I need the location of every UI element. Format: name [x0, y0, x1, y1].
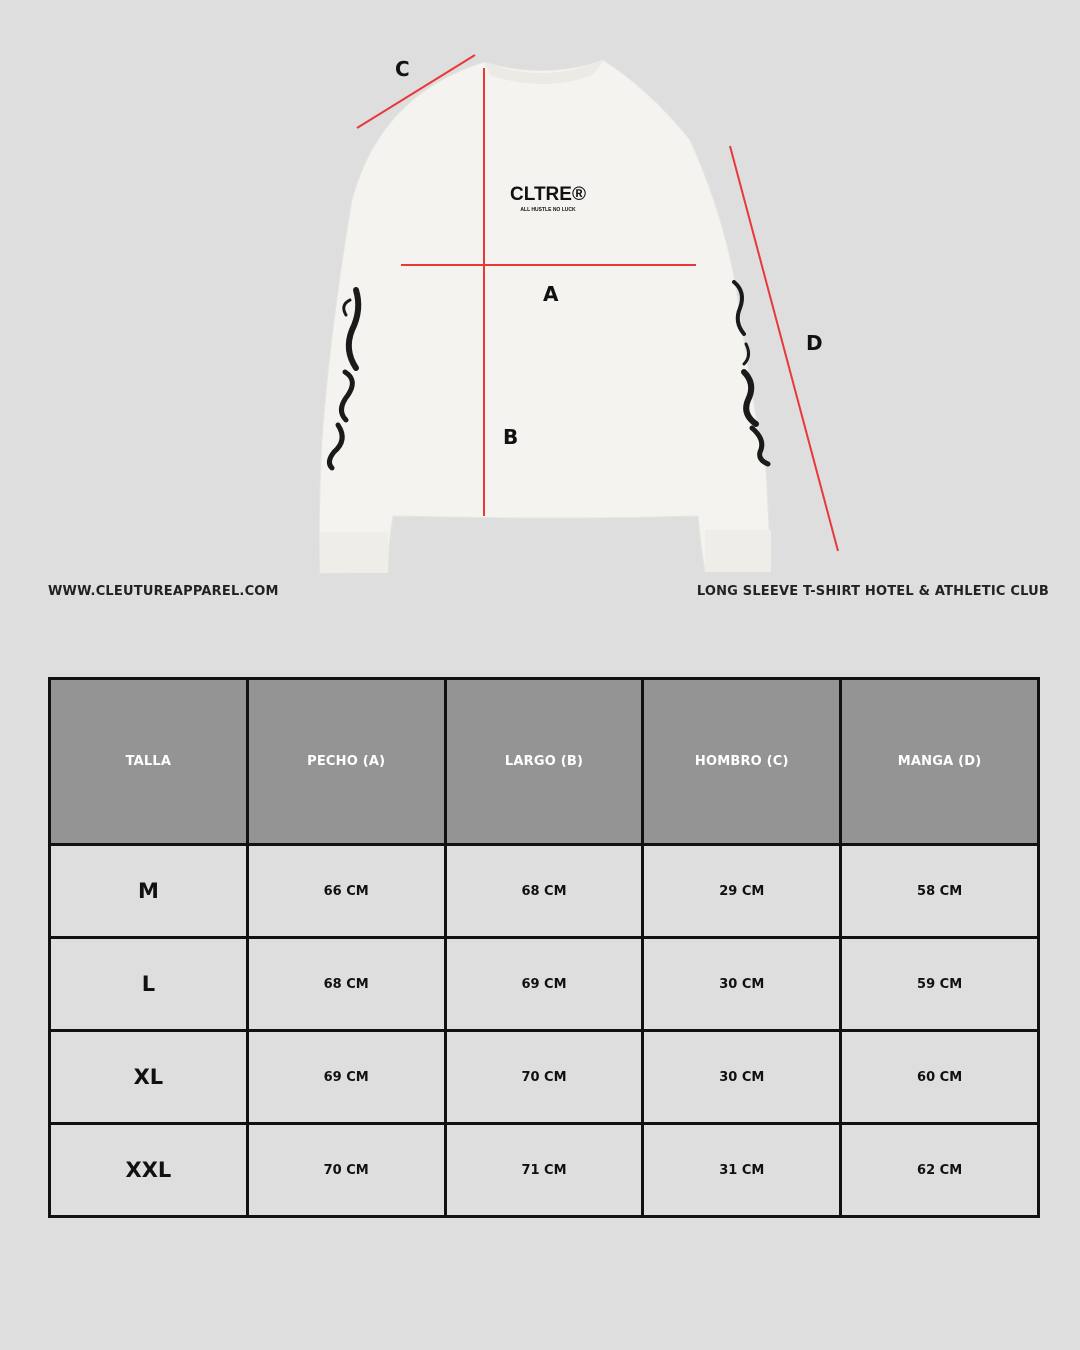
pecho-cell: 66 CM: [247, 845, 445, 938]
manga-cell: 58 CM: [841, 845, 1039, 938]
header-hombro: HOMBRO (C): [643, 679, 841, 845]
hombro-cell: 30 CM: [643, 938, 841, 1031]
largo-cell: 70 CM: [445, 1031, 643, 1124]
table-header-row: [50, 679, 1039, 845]
manga-cell: 59 CM: [841, 938, 1039, 1031]
product-name-caption: LONG SLEEVE T-SHIRT HOTEL & ATHLETIC CLUB: [696, 584, 1049, 599]
header-pecho: PECHO (A): [247, 679, 445, 845]
size-cell: XXL: [50, 1124, 248, 1217]
size-cell: L: [50, 938, 248, 1031]
hombro-cell: 31 CM: [643, 1124, 841, 1217]
size-chart-table: [48, 677, 1040, 1218]
size-cell: XL: [50, 1031, 248, 1124]
hombro-cell: 29 CM: [643, 845, 841, 938]
pecho-cell: 69 CM: [247, 1031, 445, 1124]
size-cell: M: [50, 845, 248, 938]
measure-label-d: D: [806, 331, 823, 355]
manga-cell: 60 CM: [841, 1031, 1039, 1124]
manga-cell: 62 CM: [841, 1124, 1039, 1217]
pecho-cell: 70 CM: [247, 1124, 445, 1217]
right-cuff: [705, 530, 771, 572]
shirt-silhouette: [319, 60, 770, 573]
hombro-cell: 30 CM: [643, 1031, 841, 1124]
table-row: [50, 1124, 1039, 1217]
table-row: [50, 1031, 1039, 1124]
brand-tagline: ALL HUSTLE NO LUCK: [520, 207, 576, 213]
table-row: [50, 845, 1039, 938]
header-largo: LARGO (B): [445, 679, 643, 845]
measure-label-c: C: [395, 57, 410, 81]
largo-cell: 69 CM: [445, 938, 643, 1031]
header-talla: TALLA: [50, 679, 248, 845]
measure-label-a: A: [543, 282, 559, 306]
largo-cell: 71 CM: [445, 1124, 643, 1217]
header-manga: MANGA (D): [841, 679, 1039, 845]
website-caption: WWW.CLEUTUREAPPAREL.COM: [48, 584, 279, 599]
largo-cell: 68 CM: [445, 845, 643, 938]
table-row: [50, 938, 1039, 1031]
left-cuff: [320, 532, 388, 573]
measure-label-b: B: [503, 425, 519, 449]
brand-logo: CLTRE®: [510, 184, 586, 205]
pecho-cell: 68 CM: [247, 938, 445, 1031]
garment-diagram: [0, 0, 1080, 640]
